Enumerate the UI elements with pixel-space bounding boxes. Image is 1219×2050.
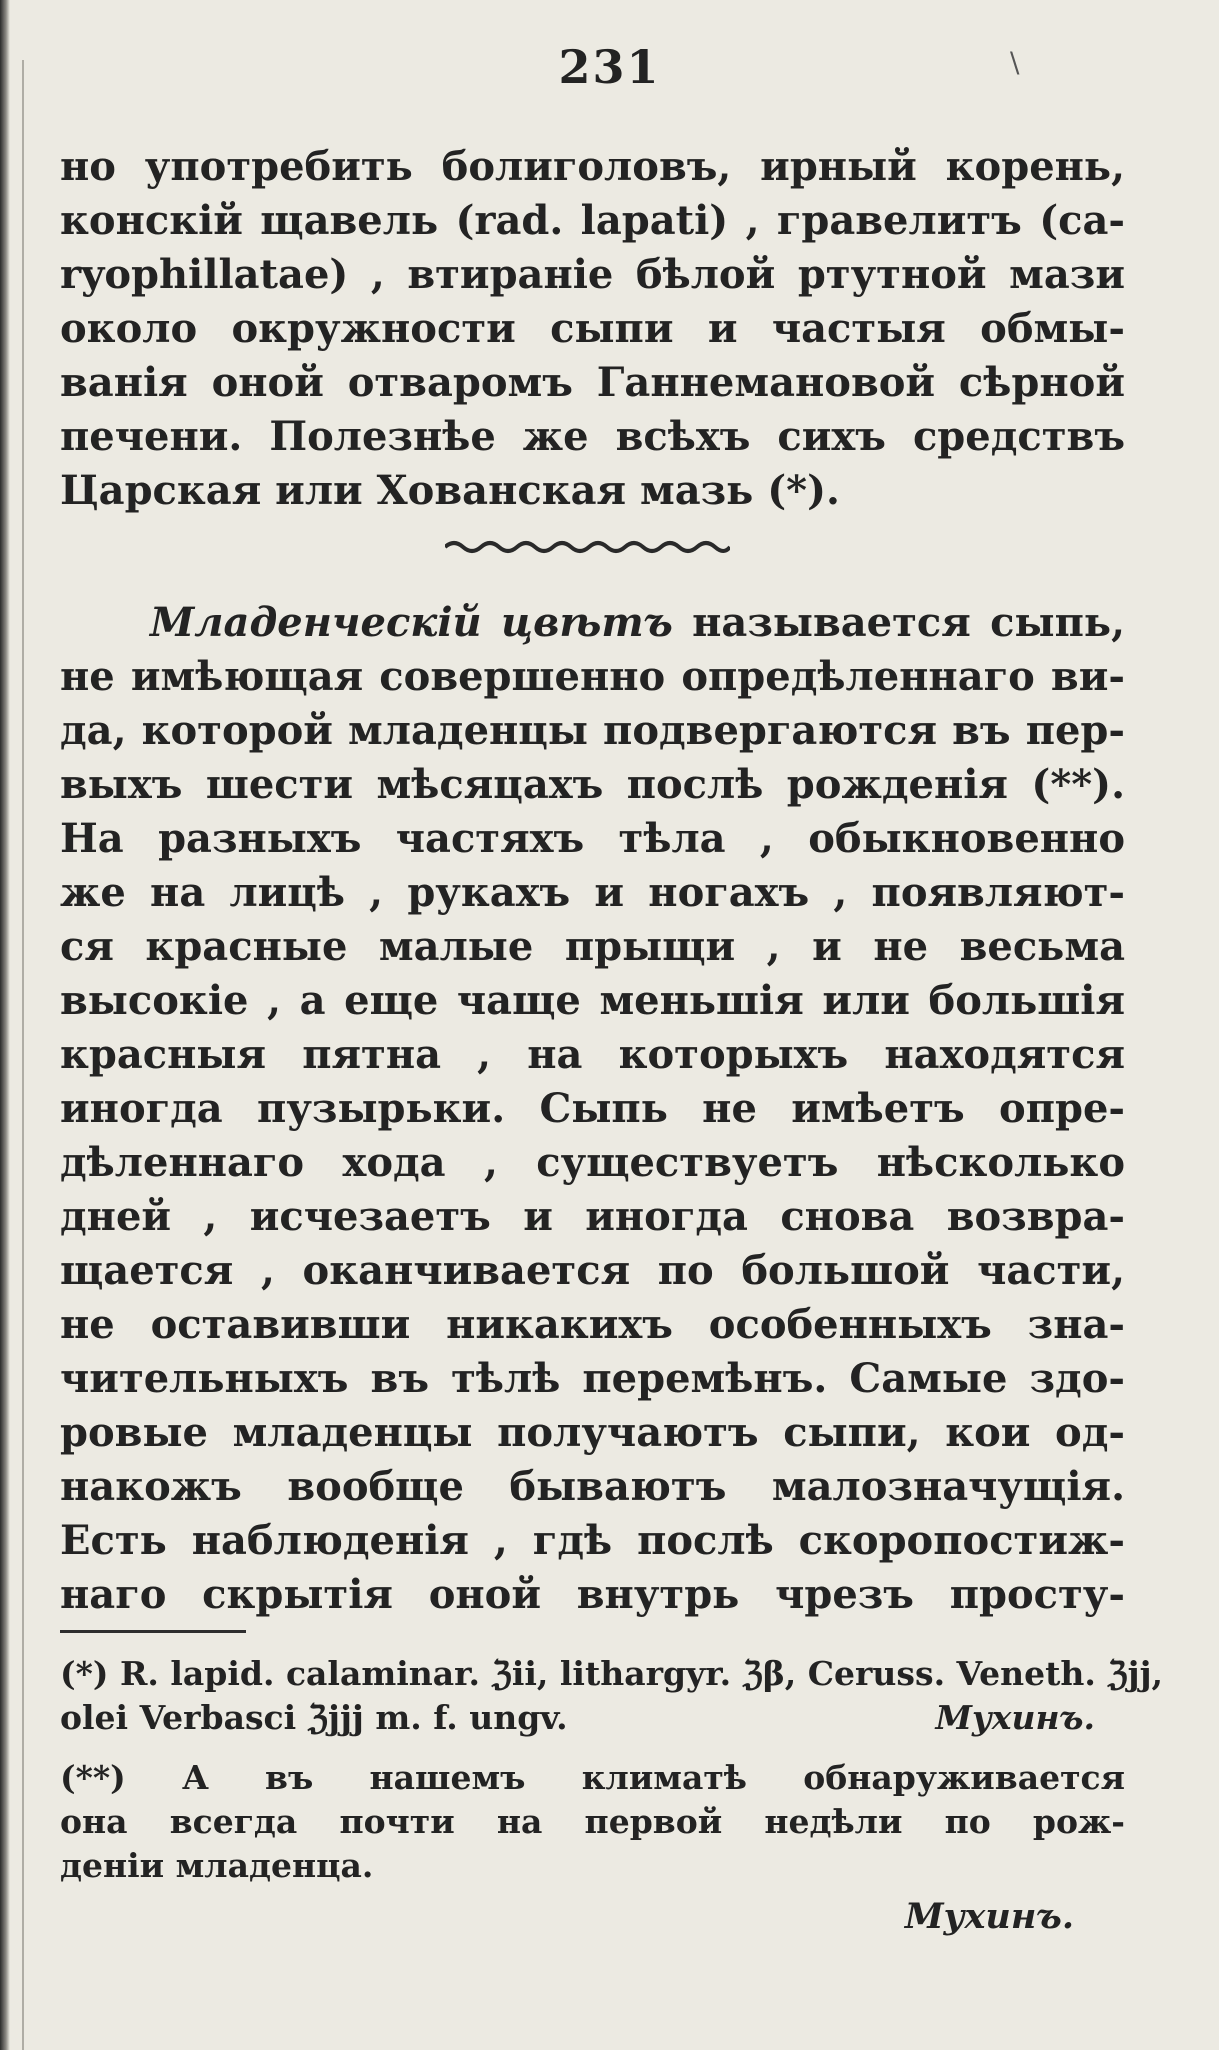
corner-mark: \ [1010,46,1020,79]
paragraph-2-line: ровые младенцы получаютъ сыпи, кои од- [60,1409,1125,1456]
paragraph-2-line: чительныхъ въ тѣлѣ перемѣнъ. Самые здо- [60,1355,1125,1402]
paragraph-1-line: ванiя оной отваромъ Ганнемановой сѣрной [60,359,1125,406]
footnote-2 [60,1756,1125,1888]
paragraph-2-first-line-rest: называется сыпь, [672,599,1125,646]
footnote-1-prescription-end: olei Verbasci ℨjjj m. f. ungv. [60,1698,568,1737]
paragraph-1-line: печени. Полезнѣе же всѣхъ сихъ средствъ [60,413,1125,460]
paragraph-2-line: да, которой младенцы подвергаются въ пер- [60,707,1125,754]
paragraph-2 [60,596,1125,1622]
paragraph-2-line: Есть наблюденiя , гдѣ послѣ скоропостиж- [60,1517,1125,1564]
paragraph-1-line: Царская или Хованская мазь (*). [60,467,840,514]
paragraph-1-line: ryophillatae) , втиранiе бѣлой ртутной мази [60,251,1125,298]
paragraph-2-line: щается , оканчивается по большой части, [60,1247,1125,1294]
paragraph-1-line: но употребить болиголовъ, ирный корень, [60,143,1125,190]
footnote-2-line: денiи младенца. [60,1846,374,1885]
footnote-2-line: (**) А въ нашемъ климатѣ обнаруживается [60,1758,1125,1797]
paragraph-1 [60,140,1125,518]
paragraph-2-line: не имѣющая совершенно опредѣленнаго ви- [60,653,1125,700]
paragraph-2-line: ся красные малые прыщи , и не весьма [60,923,1125,970]
paragraph-2-line: иногда пузырьки. Сыпь не имѣетъ опре- [60,1085,1125,1132]
paragraph-2-line: дней , исчезаетъ и иногда снова возвра- [60,1193,1125,1240]
paragraph-2-line: дѣленнаго хода , существуетъ нѣсколько [60,1139,1125,1186]
footnote-1-line-2 [60,1696,1125,1740]
footnote-1 [60,1652,1164,1740]
paragraph-1-line: конскiй щавель (rad. lapati) , гравелитъ (ca- [60,197,1125,244]
paragraph-2-term: Младенческiй цвѣтъ [150,599,673,646]
paragraph-2-line: не оставивши никакихъ особенныхъ зна- [60,1301,1125,1348]
paragraph-1-line: около окружности сыпи и частыя обмы- [60,305,1125,352]
paragraph-2-line: же на лицѣ , рукахъ и ногахъ , появляют- [60,869,1125,916]
page-number: 231 [558,40,661,94]
paragraph-2-line: красныя пятна , на которыхъ находятся [60,1031,1125,1078]
footnote-separator-rule [60,1630,246,1633]
paragraph-2-first-line [60,596,1125,650]
paragraph-2-line: На разныхъ частяхъ тѣла , обыкновенно [60,815,1125,862]
footnote-2-signature: Мухинъ. [904,1896,1074,1937]
paragraph-2-line: наго скрытiя оной внутрь чрезъ просту- [60,1571,1125,1618]
paragraph-2-line: выхъ шести мѣсяцахъ послѣ рожденiя (**). [60,761,1125,808]
paragraph-2-line: высокiе , а еще чаще меньшiя или большiя [60,977,1125,1024]
footnote-1-signature: Мухинъ. [935,1698,1095,1737]
paragraph-2-line: накожъ вообще бываютъ малозначущiя. [60,1463,1125,1510]
footnote-2-line: она всегда почти на первой недѣли по рож- [60,1802,1125,1841]
footnote-1-line: (*) R. lapid. calaminar. ℨii, lithargyr. ℨβ, Ceruss. Veneth. ℨjj, [60,1654,1164,1693]
section-divider-ornament [445,536,730,558]
page-gutter-line [22,60,24,2050]
page-gutter-shadow [0,0,10,2050]
